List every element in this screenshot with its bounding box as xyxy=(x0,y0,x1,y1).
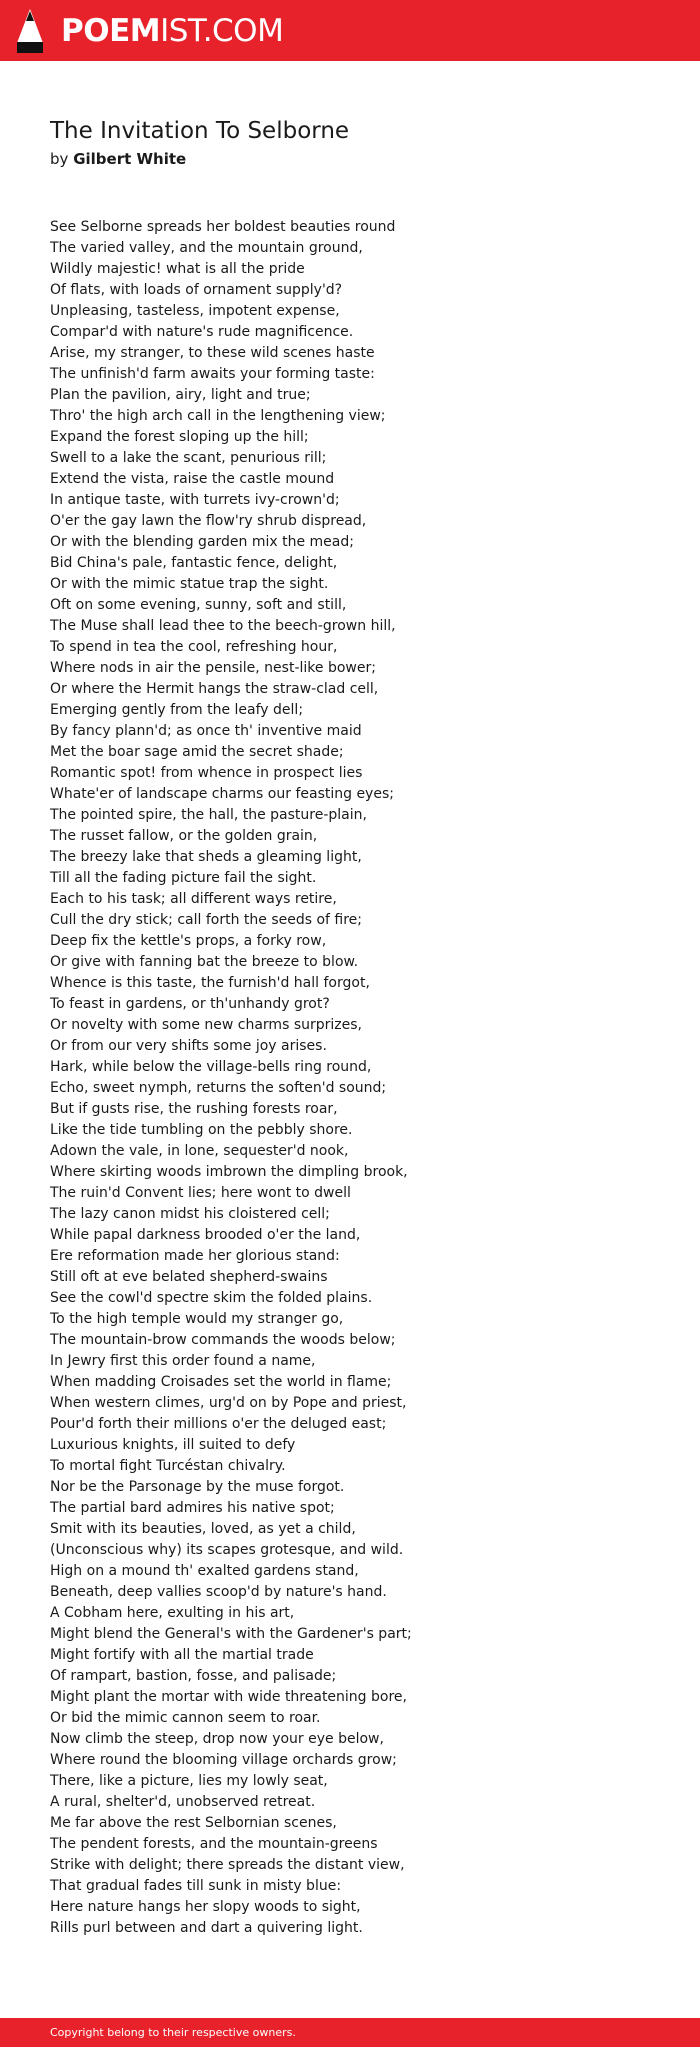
poem-line: Arise, my stranger, to these wild scenes haste xyxy=(50,345,375,361)
poem-line: Where nods in air the pensile, nest-like bower; xyxy=(50,660,376,676)
poem-line: By fancy plann'd; as once th' inventive maid xyxy=(50,723,362,739)
poem-line: Or give with fanning bat the breeze to blow. xyxy=(50,954,359,970)
poem-body xyxy=(50,217,670,1939)
poem-line: Rills purl between and dart a quivering light. xyxy=(50,1920,363,1936)
poem-line: Met the boar sage amid the secret shade; xyxy=(50,744,344,760)
logo-text-bold: POEM xyxy=(61,13,161,49)
poem-line: Ere reformation made her glorious stand: xyxy=(50,1248,340,1264)
logo-text-light: IST.COM xyxy=(160,13,284,49)
poem-line: There, like a picture, lies my lowly seat, xyxy=(50,1773,328,1789)
poem-line: But if gusts rise, the rushing forests roar, xyxy=(50,1101,338,1117)
poem-line: Strike with delight; there spreads the distant view, xyxy=(50,1857,405,1873)
poem-line: Pour'd forth their millions o'er the deluged east; xyxy=(50,1416,387,1432)
poem-line: Extend the vista, raise the castle mound xyxy=(50,471,335,487)
poem-line: Wildly majestic! what is all the pride xyxy=(50,261,305,277)
poem-line: Like the tide tumbling on the pebbly shore. xyxy=(50,1122,353,1138)
poem-line: The breezy lake that sheds a gleaming light, xyxy=(50,849,362,865)
poem-line: To feast in gardens, or th'unhandy grot? xyxy=(50,996,330,1012)
poem-line: Or bid the mimic cannon seem to roar. xyxy=(50,1710,321,1726)
poem-line: Nor be the Parsonage by the muse forgot. xyxy=(50,1479,345,1495)
poem-line: Now climb the steep, drop now your eye below, xyxy=(50,1731,384,1747)
site-logo[interactable] xyxy=(17,9,283,53)
poem-line: When madding Croisades set the world in flame; xyxy=(50,1374,392,1390)
poem-title: The Invitation To Selborne xyxy=(50,118,350,144)
poem-line: The pendent forests, and the mountain-greens xyxy=(50,1836,378,1852)
poem-line: Echo, sweet nymph, returns the soften'd sound; xyxy=(50,1080,387,1096)
poem-line: Might blend the General's with the Gardener's part; xyxy=(50,1626,412,1642)
pencil-icon xyxy=(17,9,43,53)
poem-line: Plan the pavilion, airy, light and true; xyxy=(50,387,311,403)
poem-line: To spend in tea the cool, refreshing hour, xyxy=(50,639,338,655)
poem-line: Swell to a lake the scant, penurious rill; xyxy=(50,450,327,466)
poem-line: Compar'd with nature's rude magnificence. xyxy=(50,324,354,340)
poem-line: The Muse shall lead thee to the beech-grown hill, xyxy=(50,618,396,634)
poem-line: Till all the fading picture fail the sight. xyxy=(50,870,317,886)
poem-line: Beneath, deep vallies scoop'd by nature's hand. xyxy=(50,1584,387,1600)
byline-label: by xyxy=(50,150,69,168)
poem-container xyxy=(50,114,670,1939)
poem-line: In Jewry first this order found a name, xyxy=(50,1353,316,1369)
poem-line: The varied valley, and the mountain ground, xyxy=(50,240,363,256)
site-footer xyxy=(0,2018,700,2047)
poem-line: See the cowl'd spectre skim the folded plains. xyxy=(50,1290,373,1306)
poem-line: When western climes, urg'd on by Pope and priest, xyxy=(50,1395,407,1411)
poem-line: Here nature hangs her slopy woods to sight, xyxy=(50,1899,361,1915)
poem-line: Or novelty with some new charms surprizes, xyxy=(50,1017,362,1033)
poem-line: O'er the gay lawn the flow'ry shrub dispread, xyxy=(50,513,367,529)
poem-line: A Cobham here, exulting in his art, xyxy=(50,1605,295,1621)
poem-byline xyxy=(50,148,670,170)
poem-line: Bid China's pale, fantastic fence, delight, xyxy=(50,555,338,571)
poem-line: Luxurious knights, ill suited to defy xyxy=(50,1437,296,1453)
poem-line: The pointed spire, the hall, the pasture-plain, xyxy=(50,807,367,823)
poem-line: Deep fix the kettle's props, a forky row, xyxy=(50,933,327,949)
poem-line: Might fortify with all the martial trade xyxy=(50,1647,314,1663)
poem-line: Or from our very shifts some joy arises. xyxy=(50,1038,327,1054)
poem-line: In antique taste, with turrets ivy-crown'd; xyxy=(50,492,340,508)
poem-line: Cull the dry stick; call forth the seeds of fire; xyxy=(50,912,363,928)
poem-line: A rural, shelter'd, unobserved retreat. xyxy=(50,1794,316,1810)
poem-line: The russet fallow, or the golden grain, xyxy=(50,828,318,844)
poem-line: Still oft at eve belated shepherd-swains xyxy=(50,1269,328,1285)
logo-text xyxy=(61,9,283,53)
poem-line: Oft on some evening, sunny, soft and still, xyxy=(50,597,347,613)
poem-line: Might plant the mortar with wide threatening bore, xyxy=(50,1689,407,1705)
poem-line: Or with the blending garden mix the mead; xyxy=(50,534,354,550)
poem-line: That gradual fades till sunk in misty blue: xyxy=(50,1878,342,1894)
poem-line: Expand the forest sloping up the hill; xyxy=(50,429,309,445)
poem-line: Of rampart, bastion, fosse, and palisade; xyxy=(50,1668,337,1684)
poem-line: Each to his task; all different ways retire, xyxy=(50,891,337,907)
poem-line: Whate'er of landscape charms our feasting eyes; xyxy=(50,786,394,802)
poem-line: Emerging gently from the leafy dell; xyxy=(50,702,304,718)
poem-line: The partial bard admires his native spot; xyxy=(50,1500,335,1516)
poem-line: While papal darkness brooded o'er the land, xyxy=(50,1227,361,1243)
poem-line: Or where the Hermit hangs the straw-clad cell, xyxy=(50,681,379,697)
poem-line: Whence is this taste, the furnish'd hall forgot, xyxy=(50,975,370,991)
site-header xyxy=(0,0,700,61)
poem-line: Thro' the high arch call in the lengthening view; xyxy=(50,408,386,424)
poem-line: To the high temple would my stranger go, xyxy=(50,1311,344,1327)
poem-line: The ruin'd Convent lies; here wont to dwell xyxy=(50,1185,351,1201)
poem-line: Smit with its beauties, loved, as yet a child, xyxy=(50,1521,356,1537)
poem-line: (Unconscious why) its scapes grotesque, and wild. xyxy=(50,1542,404,1558)
poem-line: The unfinish'd farm awaits your forming taste: xyxy=(50,366,375,382)
poem-line: Hark, while below the village-bells ring round, xyxy=(50,1059,372,1075)
poem-line: Unpleasing, tasteless, impotent expense, xyxy=(50,303,340,319)
poem-line: Me far above the rest Selbornian scenes, xyxy=(50,1815,337,1831)
poem-author[interactable]: Gilbert White xyxy=(73,150,187,168)
poem-line: Where round the blooming village orchards grow; xyxy=(50,1752,397,1768)
poem-line: Where skirting woods imbrown the dimpling brook, xyxy=(50,1164,408,1180)
poem-line: High on a mound th' exalted gardens stand, xyxy=(50,1563,359,1579)
poem-line: Adown the vale, in lone, sequester'd nook, xyxy=(50,1143,349,1159)
poem-line: See Selborne spreads her boldest beauties round xyxy=(50,219,396,235)
poem-line: The lazy canon midst his cloistered cell; xyxy=(50,1206,330,1222)
poem-line: Romantic spot! from whence in prospect lies xyxy=(50,765,363,781)
poem-line: To mortal fight Turcéstan chivalry. xyxy=(50,1458,286,1474)
copyright-notice: Copyright belong to their respective owners. xyxy=(50,2026,296,2039)
poem-line: The mountain-brow commands the woods below; xyxy=(50,1332,396,1348)
poem-line: Or with the mimic statue trap the sight. xyxy=(50,576,329,592)
poem-line: Of flats, with loads of ornament supply'd? xyxy=(50,282,343,298)
